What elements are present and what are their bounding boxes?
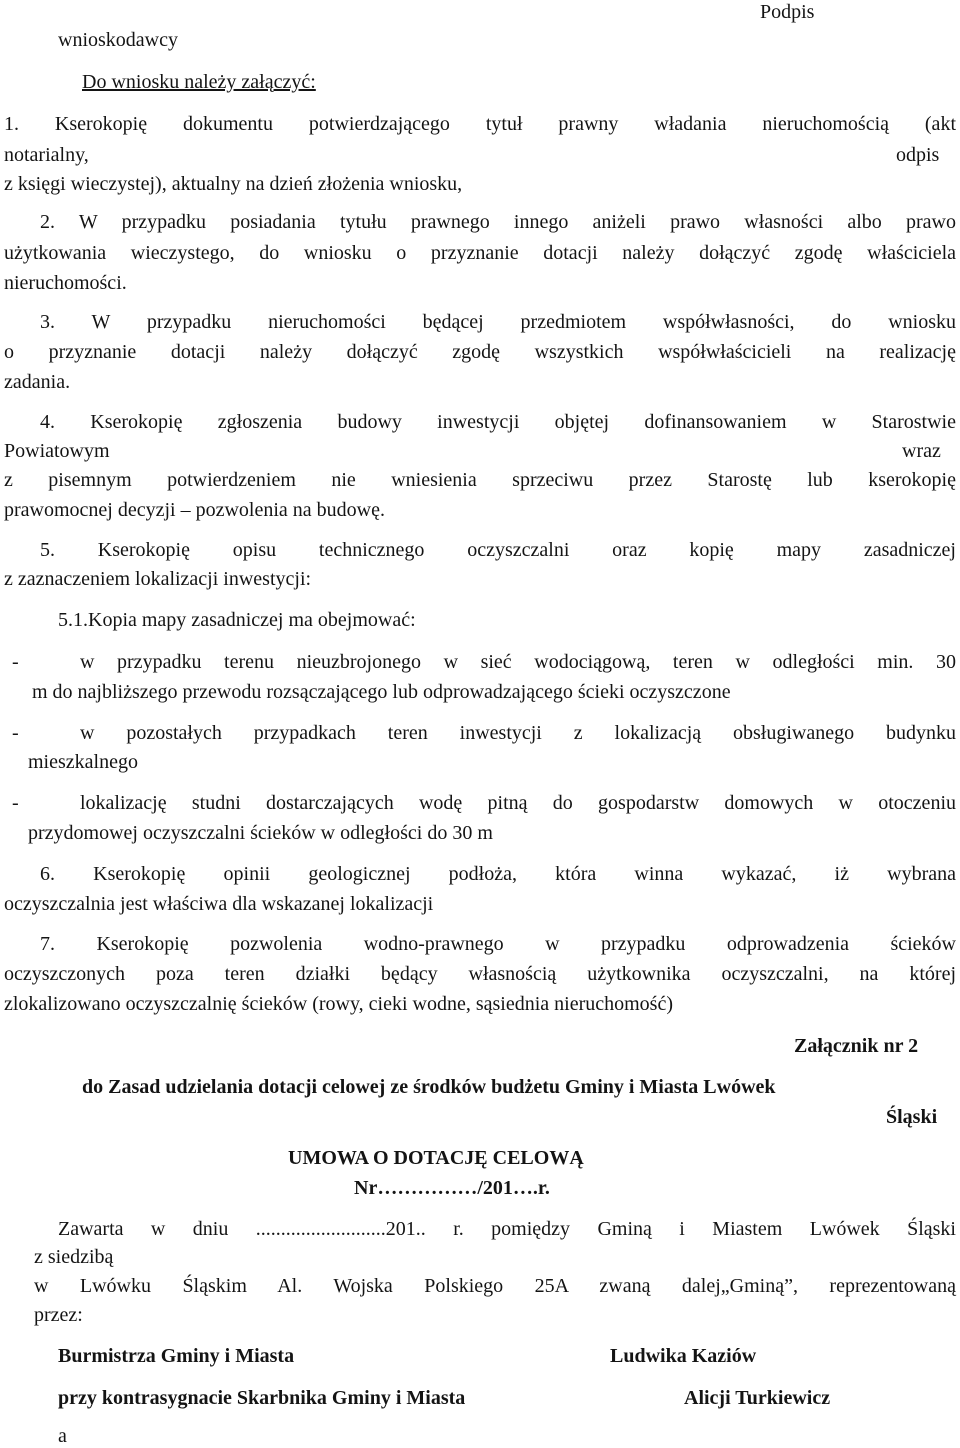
item-5-line-1: 5. Kserokopię opisu technicznego oczyszczalni oraz kopię mapy zasadniczej bbox=[40, 539, 956, 561]
contract-para-2: z siedzibą bbox=[34, 1246, 114, 1268]
item-4-line-2a: Powiatowym bbox=[4, 440, 110, 462]
item-5-line-2: z zaznaczeniem lokalizacji inwestycji: bbox=[4, 568, 312, 590]
item-4-line-1: 4. Kserokopię zgłoszenia budowy inwestycji objętej dofinansowaniem w Starostwie bbox=[40, 411, 956, 433]
item-1-line-2a: notarialny, bbox=[4, 144, 89, 166]
dash-item-3-line-1: lokalizację studni dostarczających wodę pitną do gospodarstw domowych w otoczeniu bbox=[80, 792, 956, 814]
contract-para-1: Zawarta w dniu ..........................201.. r. pomiędzy Gminą i Miastem Lwówek Śląski bbox=[58, 1218, 956, 1240]
applicant-label: wnioskodawcy bbox=[58, 29, 178, 51]
signature-label: Podpis bbox=[760, 1, 815, 23]
dash-item-1-line-1: w przypadku terenu nieuzbrojonego w sieć wodociągową, teren w odległości min. 30 bbox=[80, 651, 956, 673]
item-4-line-4: prawomocnej decyzji – pozwolenia na budowę. bbox=[4, 499, 385, 521]
representative-1-name: Ludwika Kaziów bbox=[610, 1345, 757, 1367]
item-4-line-2b: wraz bbox=[902, 440, 941, 462]
annex-subtitle-2: Śląski bbox=[886, 1106, 938, 1128]
dash-item-1-line-2: m do najbliższego przewodu rozsączającego lub odprowadzającego ścieki oczyszczone bbox=[32, 681, 731, 703]
dash-item-3-line-2: przydomowej oczyszczalni ścieków w odległości do 30 m bbox=[28, 822, 493, 844]
item-1-line-2b: odpis bbox=[896, 144, 940, 166]
contract-para-3: w Lwówku Śląskim Al. Wojska Polskiego 25A zwaną dalej„Gminą”, reprezentowaną bbox=[34, 1275, 956, 1297]
item-3-line-2: o przyznanie dotacji należy dołączyć zgodę wszystkich współwłaścicieli na realizację bbox=[4, 341, 956, 363]
item-2-line-3: nieruchomości. bbox=[4, 272, 127, 294]
item-3-line-3: zadania. bbox=[4, 371, 71, 393]
representative-2-role: przy kontrasygnacie Skarbnika Gminy i Miasta bbox=[58, 1387, 466, 1409]
representative-2-name: Alicji Turkiewicz bbox=[684, 1387, 831, 1409]
representative-1-role: Burmistrza Gminy i Miasta bbox=[58, 1345, 295, 1367]
item-6-line-2: oczyszczalnia jest właściwa dla wskazanej lokalizacji bbox=[4, 893, 434, 915]
annex-title: Załącznik nr 2 bbox=[794, 1035, 919, 1057]
annex-subtitle-1: do Zasad udzielania dotacji celowej ze środków budżetu Gminy i Miasta Lwówek bbox=[82, 1076, 776, 1098]
item-5-1: 5.1.Kopia mapy zasadniczej ma obejmować: bbox=[58, 609, 416, 631]
item-1-line-3: z księgi wieczystej), aktualny na dzień złożenia wniosku, bbox=[4, 173, 463, 195]
dash-item-2-line-2: mieszkalnego bbox=[28, 751, 138, 773]
dash-1: - bbox=[12, 651, 19, 673]
item-4-line-3: z pisemnym potwierdzeniem nie wniesienia sprzeciwu przez Starostę lub kserokopię bbox=[4, 469, 956, 491]
trailing-letter: a bbox=[58, 1425, 67, 1447]
contract-title: UMOWA O DOTACJĘ CELOWĄ bbox=[288, 1147, 584, 1169]
item-7-line-2: oczyszczonych poza teren działki będący własnością użytkownika oczyszczalni, na której bbox=[4, 963, 956, 985]
dash-2: - bbox=[12, 722, 19, 744]
attachments-heading: Do wniosku należy załączyć: bbox=[82, 71, 316, 93]
item-2-line-2: użytkowania wieczystego, do wniosku o przyznanie dotacji należy dołączyć zgodę właściciela bbox=[4, 242, 956, 264]
item-7-line-3: zlokalizowano oczyszczalnię ścieków (rowy, cieki wodne, sąsiednia nieruchomość) bbox=[4, 993, 674, 1015]
dash-3: - bbox=[12, 792, 19, 814]
item-7-line-1: 7. Kserokopię pozwolenia wodno-prawnego w przypadku odprowadzenia ścieków bbox=[40, 933, 956, 955]
dash-item-2-line-1: w pozostałych przypadkach teren inwestycji z lokalizacją obsługiwanego budynku bbox=[80, 722, 956, 744]
item-1-line-1: 1. Kserokopię dokumentu potwierdzającego tytuł prawny władania nieruchomością (akt bbox=[4, 113, 956, 135]
contract-para-4: przez: bbox=[34, 1304, 83, 1326]
contract-number: Nr……………/201….r. bbox=[354, 1177, 550, 1199]
item-3-line-1: 3. W przypadku nieruchomości będącej przedmiotem współwłasności, do wniosku bbox=[40, 311, 956, 333]
item-2-line-1: 2. W przypadku posiadania tytułu prawnego innego aniżeli prawo własności albo prawo bbox=[40, 211, 956, 233]
item-6-line-1: 6. Kserokopię opinii geologicznej podłoża, która winna wykazać, iż wybrana bbox=[40, 863, 956, 885]
